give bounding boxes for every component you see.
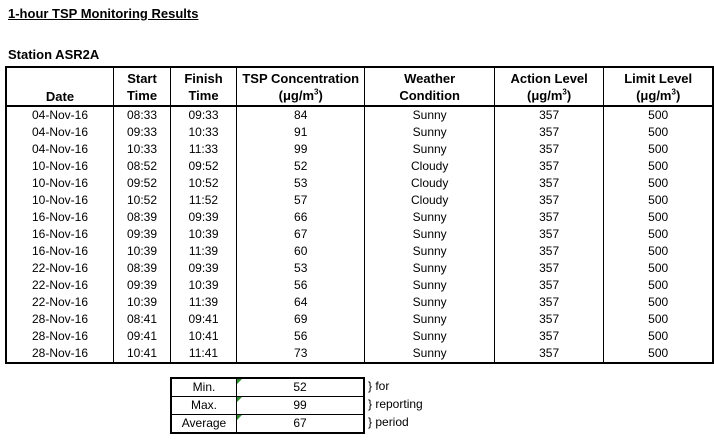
- cell-start: 08:41: [114, 311, 171, 328]
- cell-limit: 500: [604, 141, 713, 158]
- cell-start: 08:39: [114, 209, 171, 226]
- cell-date: 16-Nov-16: [6, 209, 114, 226]
- cell-start: 09:52: [114, 175, 171, 192]
- cell-weather: Sunny: [365, 141, 494, 158]
- header-action-level: Action Level $(\mu g/m^3)$: [494, 67, 604, 106]
- cell-action: 357: [494, 175, 604, 192]
- cell-tsp: 67: [236, 226, 364, 243]
- cell-action: 357: [494, 226, 604, 243]
- cell-finish: 11:41: [171, 345, 237, 363]
- cell-finish: 09:33: [171, 106, 237, 124]
- summary-row: [171, 415, 364, 434]
- cell-finish: 10:39: [171, 277, 237, 294]
- cell-action: 357: [494, 106, 604, 124]
- cell-finish: 11:33: [171, 141, 237, 158]
- table-row: [6, 294, 713, 311]
- cell-start: 08:52: [114, 158, 171, 175]
- cell-weather: Sunny: [365, 226, 494, 243]
- cell-start: 09:39: [114, 277, 171, 294]
- cell-limit: 500: [604, 294, 713, 311]
- cell-date: 04-Nov-16: [6, 106, 114, 124]
- summary-label: Average: [171, 415, 237, 434]
- table-row: [6, 158, 713, 175]
- cell-finish: 11:52: [171, 192, 237, 209]
- cell-start: 09:39: [114, 226, 171, 243]
- summary-value: [237, 415, 365, 434]
- cell-finish: 11:39: [171, 243, 237, 260]
- table-row: [6, 277, 713, 294]
- cell-weather: Cloudy: [365, 192, 494, 209]
- page-title: 1-hour TSP Monitoring Results: [8, 6, 199, 21]
- cell-date: 04-Nov-16: [6, 141, 114, 158]
- cell-limit: 500: [604, 345, 713, 363]
- table-row: [6, 175, 713, 192]
- cell-date: 10-Nov-16: [6, 158, 114, 175]
- summary-value-text: 67: [293, 416, 307, 430]
- cell-start: 10:41: [114, 345, 171, 363]
- summary-note-2: } reporting: [368, 397, 423, 411]
- table-row: [6, 328, 713, 345]
- cell-action: 357: [494, 243, 604, 260]
- cell-date: 28-Nov-16: [6, 328, 114, 345]
- cell-limit: 500: [604, 106, 713, 124]
- cell-finish: 09:52: [171, 158, 237, 175]
- cell-date: 04-Nov-16: [6, 124, 114, 141]
- cell-marker-icon: [237, 397, 242, 402]
- cell-action: 357: [494, 311, 604, 328]
- cell-date: 16-Nov-16: [6, 243, 114, 260]
- summary-row: [171, 397, 364, 415]
- cell-weather: Sunny: [365, 209, 494, 226]
- table-row: [6, 311, 713, 328]
- cell-limit: 500: [604, 311, 713, 328]
- cell-action: 357: [494, 192, 604, 209]
- summary-label: Max.: [171, 397, 237, 415]
- cell-weather: Sunny: [365, 106, 494, 124]
- cell-tsp: 60: [236, 243, 364, 260]
- cell-date: 10-Nov-16: [6, 175, 114, 192]
- table-row: [6, 260, 713, 277]
- cell-tsp: 99: [236, 141, 364, 158]
- cell-start: 08:33: [114, 106, 171, 124]
- table-row: [6, 141, 713, 158]
- cell-date: 28-Nov-16: [6, 311, 114, 328]
- cell-marker-icon: [237, 415, 242, 420]
- cell-start: 10:39: [114, 243, 171, 260]
- summary-value: [237, 378, 365, 397]
- cell-tsp: 91: [236, 124, 364, 141]
- cell-limit: 500: [604, 260, 713, 277]
- header-limit-level: Limit Level $(\mu g/m^3)$: [604, 67, 713, 106]
- cell-weather: Sunny: [365, 124, 494, 141]
- cell-date: 28-Nov-16: [6, 345, 114, 363]
- station-label: Station ASR2A: [8, 47, 100, 62]
- cell-start: 10:39: [114, 294, 171, 311]
- cell-limit: 500: [604, 226, 713, 243]
- table-row: [6, 192, 713, 209]
- header-date: Date: [6, 67, 114, 106]
- cell-action: 357: [494, 124, 604, 141]
- cell-finish: 10:39: [171, 226, 237, 243]
- cell-limit: 500: [604, 243, 713, 260]
- header-start-time: Start Time: [114, 67, 171, 106]
- cell-weather: Sunny: [365, 243, 494, 260]
- header-finish-time: Finish Time: [171, 67, 237, 106]
- summary-note-3: } period: [368, 415, 409, 429]
- cell-date: 10-Nov-16: [6, 192, 114, 209]
- cell-tsp: 56: [236, 328, 364, 345]
- table-row: [6, 106, 713, 124]
- cell-tsp: 84: [236, 106, 364, 124]
- cell-weather: Sunny: [365, 328, 494, 345]
- summary-note-1: } for: [368, 379, 390, 393]
- summary-value: [237, 397, 365, 415]
- cell-finish: 09:39: [171, 209, 237, 226]
- cell-action: 357: [494, 294, 604, 311]
- cell-limit: 500: [604, 277, 713, 294]
- cell-start: 09:41: [114, 328, 171, 345]
- cell-weather: Sunny: [365, 345, 494, 363]
- cell-weather: Sunny: [365, 311, 494, 328]
- summary-value-text: 99: [293, 398, 307, 412]
- cell-weather: Sunny: [365, 277, 494, 294]
- summary-table: [170, 377, 365, 434]
- cell-limit: 500: [604, 124, 713, 141]
- table-row: [6, 345, 713, 363]
- summary-value-text: 52: [293, 380, 307, 394]
- cell-action: 357: [494, 345, 604, 363]
- cell-action: 357: [494, 328, 604, 345]
- cell-date: 22-Nov-16: [6, 294, 114, 311]
- cell-limit: 500: [604, 158, 713, 175]
- cell-limit: 500: [604, 328, 713, 345]
- cell-action: 357: [494, 260, 604, 277]
- cell-action: 357: [494, 277, 604, 294]
- cell-date: 16-Nov-16: [6, 226, 114, 243]
- cell-action: 357: [494, 158, 604, 175]
- header-weather-condition: Weather Condition: [365, 67, 494, 106]
- cell-start: 09:33: [114, 124, 171, 141]
- cell-limit: 500: [604, 192, 713, 209]
- cell-date: 22-Nov-16: [6, 277, 114, 294]
- results-table: [5, 66, 714, 364]
- cell-tsp: 73: [236, 345, 364, 363]
- cell-finish: 10:33: [171, 124, 237, 141]
- header-tsp-concentration: TSP Concentration $(\mu g/m^3)$: [236, 67, 364, 106]
- cell-limit: 500: [604, 209, 713, 226]
- table-row: [6, 243, 713, 260]
- summary-row: [171, 378, 364, 397]
- summary-label: Min.: [171, 378, 237, 397]
- cell-start: 08:39: [114, 260, 171, 277]
- cell-finish: 09:41: [171, 311, 237, 328]
- cell-date: 22-Nov-16: [6, 260, 114, 277]
- cell-weather: Sunny: [365, 294, 494, 311]
- cell-tsp: 57: [236, 192, 364, 209]
- cell-finish: 11:39: [171, 294, 237, 311]
- cell-tsp: 69: [236, 311, 364, 328]
- cell-tsp: 53: [236, 175, 364, 192]
- header-row: [6, 67, 713, 106]
- cell-weather: Sunny: [365, 260, 494, 277]
- cell-tsp: 64: [236, 294, 364, 311]
- table-row: [6, 226, 713, 243]
- table-row: [6, 124, 713, 141]
- table-row: [6, 209, 713, 226]
- cell-weather: Cloudy: [365, 175, 494, 192]
- cell-action: 357: [494, 209, 604, 226]
- cell-finish: 09:39: [171, 260, 237, 277]
- cell-start: 10:52: [114, 192, 171, 209]
- cell-tsp: 53: [236, 260, 364, 277]
- cell-tsp: 66: [236, 209, 364, 226]
- cell-start: 10:33: [114, 141, 171, 158]
- cell-limit: 500: [604, 175, 713, 192]
- cell-marker-icon: [237, 379, 242, 384]
- cell-finish: 10:41: [171, 328, 237, 345]
- cell-tsp: 56: [236, 277, 364, 294]
- cell-weather: Cloudy: [365, 158, 494, 175]
- cell-action: 357: [494, 141, 604, 158]
- cell-finish: 10:52: [171, 175, 237, 192]
- cell-tsp: 52: [236, 158, 364, 175]
